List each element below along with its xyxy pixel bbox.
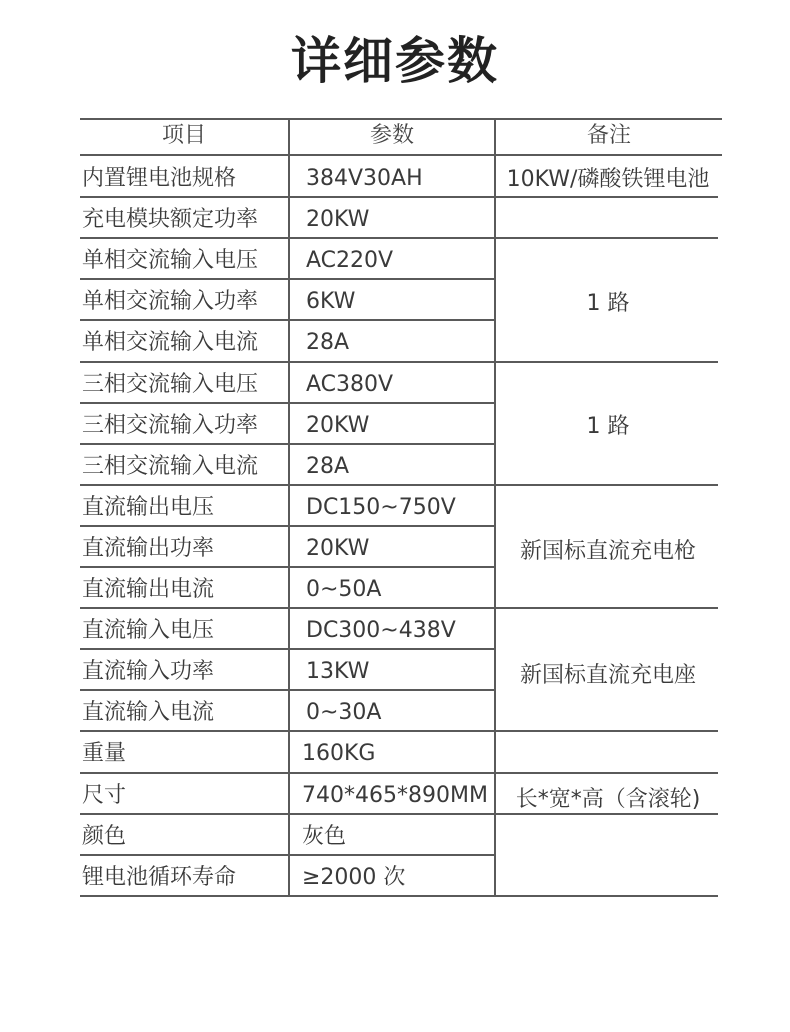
row-value: 0~50A <box>306 577 382 602</box>
row-label: 三相交流输入电压 <box>82 371 259 397</box>
row-value: 0~30A <box>306 700 382 726</box>
header-item: 项目 <box>161 123 206 148</box>
note-divider <box>494 361 718 363</box>
row-label: 锂电池循环寿命 <box>82 864 237 890</box>
note-divider <box>494 196 718 198</box>
note-divider <box>494 895 718 897</box>
note-divider <box>494 730 718 732</box>
row-divider <box>80 484 494 486</box>
row-label: 单相交流输入电压 <box>82 248 259 274</box>
row-value: 28A <box>306 453 350 479</box>
header-note: 备注 <box>586 123 631 148</box>
row-divider <box>80 730 494 732</box>
row-divider <box>80 402 494 404</box>
row-value: 384V30AH <box>306 166 423 191</box>
row-divider <box>80 319 494 321</box>
row-label: 直流输入电压 <box>82 618 215 644</box>
row-label: 单相交流输入电流 <box>82 330 259 356</box>
row-value: 20KW <box>306 412 370 438</box>
row-divider <box>80 196 494 198</box>
note-dc-output: 新国标直流充电枪 <box>519 539 696 564</box>
row-divider <box>80 607 494 609</box>
row-divider <box>80 237 494 239</box>
row-label: 直流输出功率 <box>82 535 215 561</box>
row-divider <box>80 648 494 650</box>
row-value: DC150~750V <box>306 494 456 520</box>
note-size: 长*宽*高（含滚轮) <box>515 787 701 812</box>
row-value: 160KG <box>302 741 376 767</box>
row-label: 颜色 <box>82 823 127 849</box>
row-label: 内置锂电池规格 <box>82 166 237 191</box>
row-value: 20KW <box>306 207 370 233</box>
row-value: ≥2000 次 <box>302 864 406 890</box>
row-label: 直流输出电流 <box>82 577 215 602</box>
row-value: 28A <box>306 330 350 356</box>
row-label: 直流输入电流 <box>82 700 215 726</box>
row-divider <box>80 854 494 856</box>
note-divider <box>494 237 718 239</box>
row-divider <box>80 525 494 527</box>
note-three-phase: 1 路 <box>586 414 630 439</box>
row-divider <box>80 772 494 774</box>
note-divider <box>494 484 718 486</box>
row-value: AC220V <box>306 248 394 274</box>
row-value: 6KW <box>306 289 356 315</box>
note-single-phase: 1 路 <box>586 291 630 316</box>
row-label: 尺寸 <box>82 782 127 808</box>
row-divider <box>80 443 494 445</box>
row-value: 灰色 <box>302 823 347 849</box>
row-divider <box>80 813 494 815</box>
row-label: 直流输入功率 <box>82 659 215 685</box>
row-divider <box>80 895 494 897</box>
page-title: 详细参数 <box>291 32 499 90</box>
note-divider <box>494 607 718 609</box>
row-divider <box>80 278 494 280</box>
row-label: 单相交流输入功率 <box>82 289 259 315</box>
row-divider <box>80 566 494 568</box>
row-value: 740*465*890MM <box>302 782 488 808</box>
row-label: 三相交流输入电流 <box>82 453 259 479</box>
row-value: 13KW <box>306 659 370 685</box>
header-param: 参数 <box>369 123 414 148</box>
row-value: DC300~438V <box>306 618 456 644</box>
note-dc-input: 新国标直流充电座 <box>519 663 696 688</box>
row-label: 重量 <box>82 741 127 767</box>
note-battery: 10KW/磷酸铁锂电池 <box>506 167 710 192</box>
row-label: 直流输出电压 <box>82 494 215 520</box>
row-value: 20KW <box>306 535 370 561</box>
row-divider <box>80 361 494 363</box>
col-divider-2 <box>494 118 496 895</box>
row-label: 充电模块额定功率 <box>82 207 259 233</box>
col-divider-1 <box>288 118 290 895</box>
row-value: AC380V <box>306 371 394 397</box>
note-divider <box>494 772 718 774</box>
table-top-border <box>80 118 722 120</box>
row-divider <box>80 689 494 691</box>
header-bottom-border <box>80 154 722 156</box>
row-label: 三相交流输入功率 <box>82 412 259 438</box>
